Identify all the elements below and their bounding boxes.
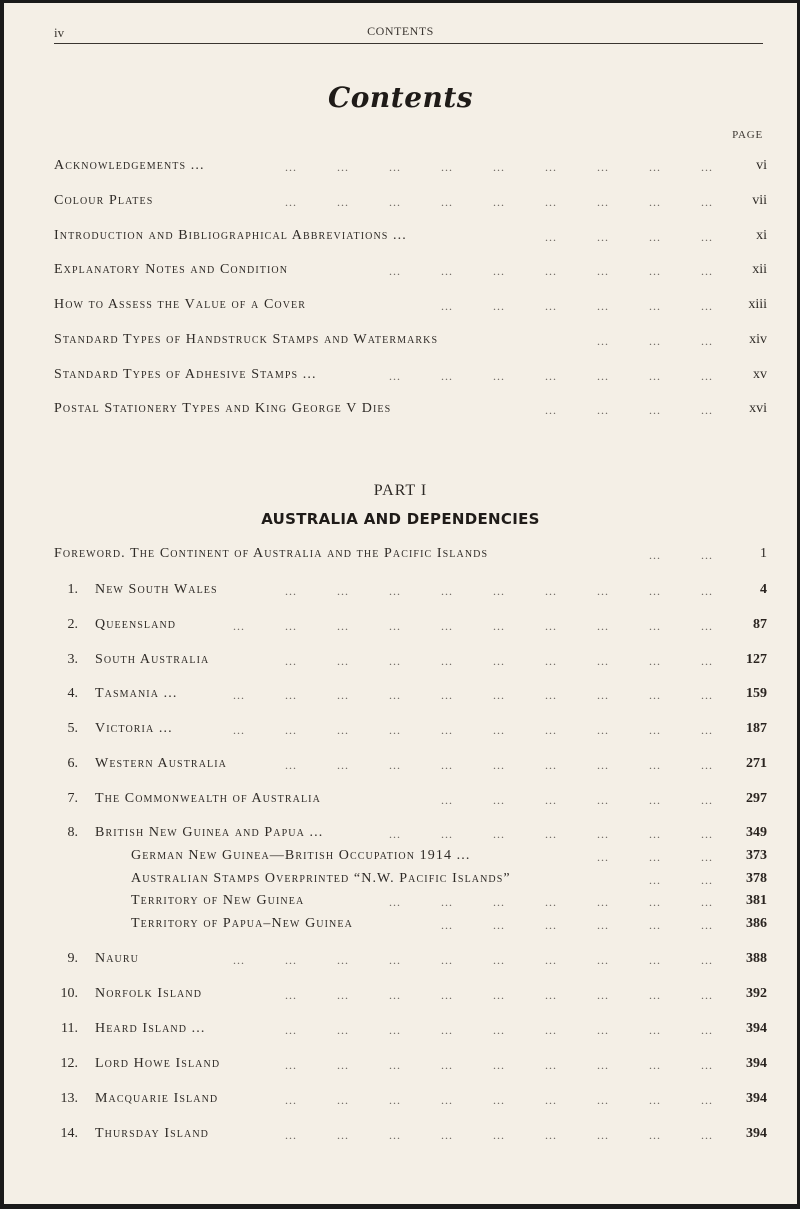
page-column-label: PAGE [732, 129, 763, 141]
part-label: PART I [373, 482, 428, 499]
dot-leader: ... [649, 195, 661, 209]
chapter-entry [4, 582, 797, 602]
entry-title: Explanatory Notes and Condition [54, 262, 289, 277]
dot-leader: ... [597, 988, 609, 1002]
entry-title: Nauru [95, 951, 139, 966]
dot-leader: ... [337, 654, 349, 668]
dot-leader: ... [701, 1058, 713, 1072]
dot-leader: ... [337, 1023, 349, 1037]
dot-leader: ... [493, 953, 505, 967]
dot-leader: ... [701, 369, 713, 383]
dot-leader: ... [493, 160, 505, 174]
part-title: AUSTRALIA AND DEPENDENCIES [261, 510, 540, 528]
dot-leader: ... [441, 160, 453, 174]
dot-leader: ... [545, 584, 557, 598]
dot-leader: ... [597, 1093, 609, 1107]
dot-leader: ... [389, 584, 401, 598]
entry-title: German New Guinea—British Occupation 1914 ... [131, 848, 471, 863]
dot-leader: ... [649, 369, 661, 383]
dot-leader: ... [285, 758, 297, 772]
dot-leader: ... [545, 1093, 557, 1107]
dot-leader: ... [545, 988, 557, 1002]
dot-leader: ... [701, 403, 713, 417]
dot-leader: ... [493, 654, 505, 668]
dot-leader: ... [701, 619, 713, 633]
dot-leader: ... [493, 988, 505, 1002]
dot-leader: ... [649, 230, 661, 244]
dot-leader: ... [389, 827, 401, 841]
running-head: CONTENTS [367, 24, 434, 38]
dot-leader: ... [545, 953, 557, 967]
entry-title: Standard Types of Handstruck Stamps and Watermarks [54, 332, 439, 347]
dot-leader: ... [597, 758, 609, 772]
dot-leader: ... [701, 827, 713, 841]
dot-leader: ... [649, 264, 661, 278]
dot-leader: ... [285, 195, 297, 209]
dot-leader: ... [597, 688, 609, 702]
entry-title: Heard Island ... [95, 1021, 206, 1036]
dot-leader: ... [597, 793, 609, 807]
dot-leader: ... [649, 299, 661, 313]
chapter-number: 12. [60, 1056, 78, 1071]
dot-leader: ... [545, 827, 557, 841]
entry-title: New South Wales [95, 582, 218, 597]
dot-leader: ... [649, 688, 661, 702]
dot-leader: ... [545, 723, 557, 737]
dot-leader: ... [493, 723, 505, 737]
page-number: xii [752, 262, 767, 277]
dot-leader: ... [701, 918, 713, 932]
dot-leader: ... [649, 548, 661, 562]
dot-leader: ... [441, 918, 453, 932]
dot-leader: ... [285, 619, 297, 633]
chapter-number: 1. [67, 582, 78, 597]
dot-leader: ... [493, 619, 505, 633]
dot-leader: ... [701, 850, 713, 864]
dot-leader: ... [233, 688, 245, 702]
chapter-number: 8. [67, 825, 78, 840]
dot-leader: ... [649, 160, 661, 174]
entry-title: Foreword. The Continent of Australia and the Pacific Islands [54, 546, 489, 561]
dot-leader: ... [649, 1058, 661, 1072]
dot-leader: ... [493, 793, 505, 807]
dot-leader: ... [285, 1093, 297, 1107]
dot-leader: ... [597, 895, 609, 909]
chapter-entry [4, 652, 797, 672]
dot-leader: ... [701, 334, 713, 348]
dot-leader: ... [701, 230, 713, 244]
dot-leader: ... [701, 1128, 713, 1142]
chapter-entry [4, 1021, 797, 1041]
dot-leader: ... [389, 654, 401, 668]
dot-leader: ... [493, 369, 505, 383]
dot-leader: ... [597, 1058, 609, 1072]
dot-leader: ... [597, 1023, 609, 1037]
dot-leader: ... [285, 1058, 297, 1072]
dot-leader: ... [441, 1128, 453, 1142]
entry-title: Norfolk Island [95, 986, 203, 1001]
dot-leader: ... [597, 369, 609, 383]
dot-leader: ... [545, 299, 557, 313]
dot-leader: ... [649, 988, 661, 1002]
page-number: 386 [746, 916, 767, 931]
dot-leader: ... [493, 1093, 505, 1107]
dot-leader: ... [545, 195, 557, 209]
dot-leader: ... [597, 195, 609, 209]
front-matter-entry [4, 228, 797, 248]
sub-entry [4, 916, 797, 936]
dot-leader: ... [285, 1023, 297, 1037]
dot-leader: ... [389, 1058, 401, 1072]
chapter-entry [4, 721, 797, 741]
front-matter-entry [4, 367, 797, 387]
dot-leader: ... [441, 584, 453, 598]
front-matter-entry [4, 401, 797, 421]
page-number: 349 [746, 825, 767, 840]
entry-title: The Commonwealth of Australia [95, 791, 321, 806]
page-number: 394 [746, 1021, 767, 1036]
sub-entry [4, 893, 797, 913]
dot-leader: ... [649, 723, 661, 737]
front-matter-entry [4, 158, 797, 178]
dot-leader: ... [649, 334, 661, 348]
dot-leader: ... [337, 953, 349, 967]
dot-leader: ... [389, 1093, 401, 1107]
entry-title: Queensland [95, 617, 177, 632]
dot-leader: ... [649, 584, 661, 598]
chapter-number: 13. [60, 1091, 78, 1106]
dot-leader: ... [597, 723, 609, 737]
dot-leader: ... [233, 619, 245, 633]
dot-leader: ... [597, 850, 609, 864]
dot-leader: ... [493, 827, 505, 841]
dot-leader: ... [649, 1093, 661, 1107]
dot-leader: ... [649, 1023, 661, 1037]
foreword-entry [4, 546, 797, 566]
front-matter-entry [4, 193, 797, 213]
dot-leader: ... [441, 723, 453, 737]
entry-title: Territory of Papua–New Guinea [131, 916, 353, 931]
dot-leader: ... [597, 827, 609, 841]
dot-leader: ... [337, 1058, 349, 1072]
dot-leader: ... [649, 793, 661, 807]
dot-leader: ... [649, 953, 661, 967]
dot-leader: ... [389, 1023, 401, 1037]
dot-leader: ... [649, 873, 661, 887]
dot-leader: ... [337, 195, 349, 209]
dot-leader: ... [441, 827, 453, 841]
entry-title: Western Australia [95, 756, 227, 771]
dot-leader: ... [597, 160, 609, 174]
entry-title: Lord Howe Island [95, 1056, 221, 1071]
dot-leader: ... [649, 1128, 661, 1142]
dot-leader: ... [701, 988, 713, 1002]
page-number: 394 [746, 1126, 767, 1141]
dot-leader: ... [389, 264, 401, 278]
entry-title: Introduction and Bibliographical Abbreviations ... [54, 228, 407, 243]
dot-leader: ... [441, 1058, 453, 1072]
entry-title: Australian Stamps Overprinted “N.W. Pacific Islands” [131, 871, 511, 886]
dot-leader: ... [285, 723, 297, 737]
dot-leader: ... [597, 654, 609, 668]
chapter-number: 2. [67, 617, 78, 632]
dot-leader: ... [337, 688, 349, 702]
dot-leader: ... [701, 1093, 713, 1107]
chapter-number: 3. [67, 652, 78, 667]
chapter-entry [4, 791, 797, 811]
page-number: 394 [746, 1091, 767, 1106]
dot-leader: ... [233, 953, 245, 967]
sub-entry [4, 848, 797, 868]
dot-leader: ... [597, 584, 609, 598]
dot-leader: ... [545, 793, 557, 807]
chapter-entry [4, 1056, 797, 1076]
entry-title: Macquarie Island [95, 1091, 219, 1106]
dot-leader: ... [441, 688, 453, 702]
page-number: 4 [760, 582, 767, 597]
dot-leader: ... [493, 195, 505, 209]
dot-leader: ... [441, 895, 453, 909]
chapter-entry [4, 686, 797, 706]
dot-leader: ... [545, 369, 557, 383]
dot-leader: ... [545, 688, 557, 702]
page-folio: iv [54, 25, 65, 40]
page-number: vi [756, 158, 767, 173]
dot-leader: ... [337, 1093, 349, 1107]
dot-leader: ... [701, 895, 713, 909]
page-number: 159 [746, 686, 767, 701]
dot-leader: ... [649, 619, 661, 633]
dot-leader: ... [701, 584, 713, 598]
chapter-entry [4, 986, 797, 1006]
dot-leader: ... [493, 758, 505, 772]
dot-leader: ... [597, 299, 609, 313]
dot-leader: ... [701, 873, 713, 887]
page-number: 373 [746, 848, 767, 863]
chapter-entry [4, 1091, 797, 1111]
dot-leader: ... [389, 895, 401, 909]
dot-leader: ... [441, 299, 453, 313]
entry-title: Victoria ... [95, 721, 173, 736]
dot-leader: ... [545, 264, 557, 278]
sub-entry [4, 871, 797, 891]
dot-leader: ... [285, 988, 297, 1002]
dot-leader: ... [441, 953, 453, 967]
dot-leader: ... [337, 988, 349, 1002]
page-number: 392 [746, 986, 767, 1001]
dot-leader: ... [701, 264, 713, 278]
dot-leader: ... [597, 1128, 609, 1142]
dot-leader: ... [545, 654, 557, 668]
dot-leader: ... [545, 403, 557, 417]
entry-title: Tasmania ... [95, 686, 178, 701]
page-number: 1 [760, 546, 767, 561]
dot-leader: ... [441, 654, 453, 668]
dot-leader: ... [285, 584, 297, 598]
dot-leader: ... [337, 584, 349, 598]
dot-leader: ... [493, 1023, 505, 1037]
entry-title: Territory of New Guinea [131, 893, 305, 908]
dot-leader: ... [493, 584, 505, 598]
entry-title: Thursday Island [95, 1126, 209, 1141]
header-rule [54, 43, 763, 44]
dot-leader: ... [649, 827, 661, 841]
page-number: 87 [753, 617, 767, 632]
dot-leader: ... [597, 619, 609, 633]
chapter-number: 7. [67, 791, 78, 806]
dot-leader: ... [493, 688, 505, 702]
dot-leader: ... [233, 723, 245, 737]
dot-leader: ... [701, 688, 713, 702]
dot-leader: ... [545, 895, 557, 909]
dot-leader: ... [493, 1058, 505, 1072]
front-matter-entry [4, 297, 797, 317]
dot-leader: ... [597, 953, 609, 967]
chapter-number: 6. [67, 756, 78, 771]
dot-leader: ... [701, 723, 713, 737]
chapter-entry [4, 1126, 797, 1146]
page-title: Contents [327, 81, 474, 114]
dot-leader: ... [441, 619, 453, 633]
chapter-number: 14. [60, 1126, 78, 1141]
dot-leader: ... [545, 1023, 557, 1037]
dot-leader: ... [389, 723, 401, 737]
dot-leader: ... [649, 895, 661, 909]
dot-leader: ... [441, 369, 453, 383]
page-number: 394 [746, 1056, 767, 1071]
dot-leader: ... [493, 1128, 505, 1142]
entry-title: Colour Plates [54, 193, 154, 208]
dot-leader: ... [701, 299, 713, 313]
dot-leader: ... [545, 918, 557, 932]
dot-leader: ... [389, 1128, 401, 1142]
book-page [4, 3, 797, 1204]
chapter-entry [4, 756, 797, 776]
dot-leader: ... [441, 195, 453, 209]
entry-title: Postal Stationery Types and King George V Dies [54, 401, 392, 416]
dot-leader: ... [493, 299, 505, 313]
dot-leader: ... [441, 793, 453, 807]
page-number: 388 [746, 951, 767, 966]
dot-leader: ... [285, 688, 297, 702]
dot-leader: ... [597, 230, 609, 244]
dot-leader: ... [545, 1058, 557, 1072]
dot-leader: ... [493, 918, 505, 932]
page-number: 378 [746, 871, 767, 886]
page-number: 127 [746, 652, 767, 667]
dot-leader: ... [701, 548, 713, 562]
dot-leader: ... [441, 1023, 453, 1037]
dot-leader: ... [337, 619, 349, 633]
dot-leader: ... [597, 403, 609, 417]
dot-leader: ... [493, 264, 505, 278]
dot-leader: ... [389, 988, 401, 1002]
page-number: 271 [746, 756, 767, 771]
dot-leader: ... [545, 160, 557, 174]
page-number: 381 [746, 893, 767, 908]
entry-title: South Australia [95, 652, 210, 667]
dot-leader: ... [649, 654, 661, 668]
dot-leader: ... [545, 619, 557, 633]
front-matter-entry [4, 332, 797, 352]
dot-leader: ... [337, 723, 349, 737]
dot-leader: ... [597, 264, 609, 278]
dot-leader: ... [701, 195, 713, 209]
dot-leader: ... [337, 1128, 349, 1142]
dot-leader: ... [337, 758, 349, 772]
dot-leader: ... [649, 918, 661, 932]
dot-leader: ... [389, 160, 401, 174]
dot-leader: ... [337, 160, 349, 174]
entry-title: How to Assess the Value of a Cover [54, 297, 307, 312]
dot-leader: ... [597, 334, 609, 348]
dot-leader: ... [597, 918, 609, 932]
page-number: vii [752, 193, 767, 208]
dot-leader: ... [701, 953, 713, 967]
dot-leader: ... [545, 1128, 557, 1142]
dot-leader: ... [701, 758, 713, 772]
dot-leader: ... [285, 1128, 297, 1142]
chapter-entry [4, 617, 797, 637]
chapter-entry [4, 825, 797, 845]
dot-leader: ... [649, 758, 661, 772]
dot-leader: ... [545, 758, 557, 772]
page-number: xvi [749, 401, 767, 416]
dot-leader: ... [545, 230, 557, 244]
page-number: 187 [746, 721, 767, 736]
entry-title: Standard Types of Adhesive Stamps ... [54, 367, 317, 382]
dot-leader: ... [701, 793, 713, 807]
chapter-number: 11. [61, 1021, 78, 1036]
page-number: xiv [749, 332, 767, 347]
chapter-number: 9. [67, 951, 78, 966]
dot-leader: ... [441, 1093, 453, 1107]
chapter-number: 5. [67, 721, 78, 736]
page-number: xv [753, 367, 767, 382]
dot-leader: ... [701, 160, 713, 174]
dot-leader: ... [285, 160, 297, 174]
dot-leader: ... [701, 1023, 713, 1037]
dot-leader: ... [285, 654, 297, 668]
chapter-number: 4. [67, 686, 78, 701]
dot-leader: ... [389, 953, 401, 967]
chapter-number: 10. [60, 986, 78, 1001]
dot-leader: ... [441, 758, 453, 772]
dot-leader: ... [649, 403, 661, 417]
dot-leader: ... [649, 850, 661, 864]
page-number: 297 [746, 791, 767, 806]
page-number: xiii [748, 297, 767, 312]
page-number: xi [756, 228, 767, 243]
dot-leader: ... [441, 988, 453, 1002]
chapter-entry [4, 951, 797, 971]
dot-leader: ... [389, 369, 401, 383]
dot-leader: ... [701, 654, 713, 668]
dot-leader: ... [441, 264, 453, 278]
front-matter-entry [4, 262, 797, 282]
dot-leader: ... [285, 953, 297, 967]
entry-title: British New Guinea and Papua ... [95, 825, 324, 840]
dot-leader: ... [493, 895, 505, 909]
dot-leader: ... [389, 758, 401, 772]
dot-leader: ... [389, 619, 401, 633]
dot-leader: ... [389, 195, 401, 209]
dot-leader: ... [389, 688, 401, 702]
entry-title: Acknowledgements ... [54, 158, 205, 173]
